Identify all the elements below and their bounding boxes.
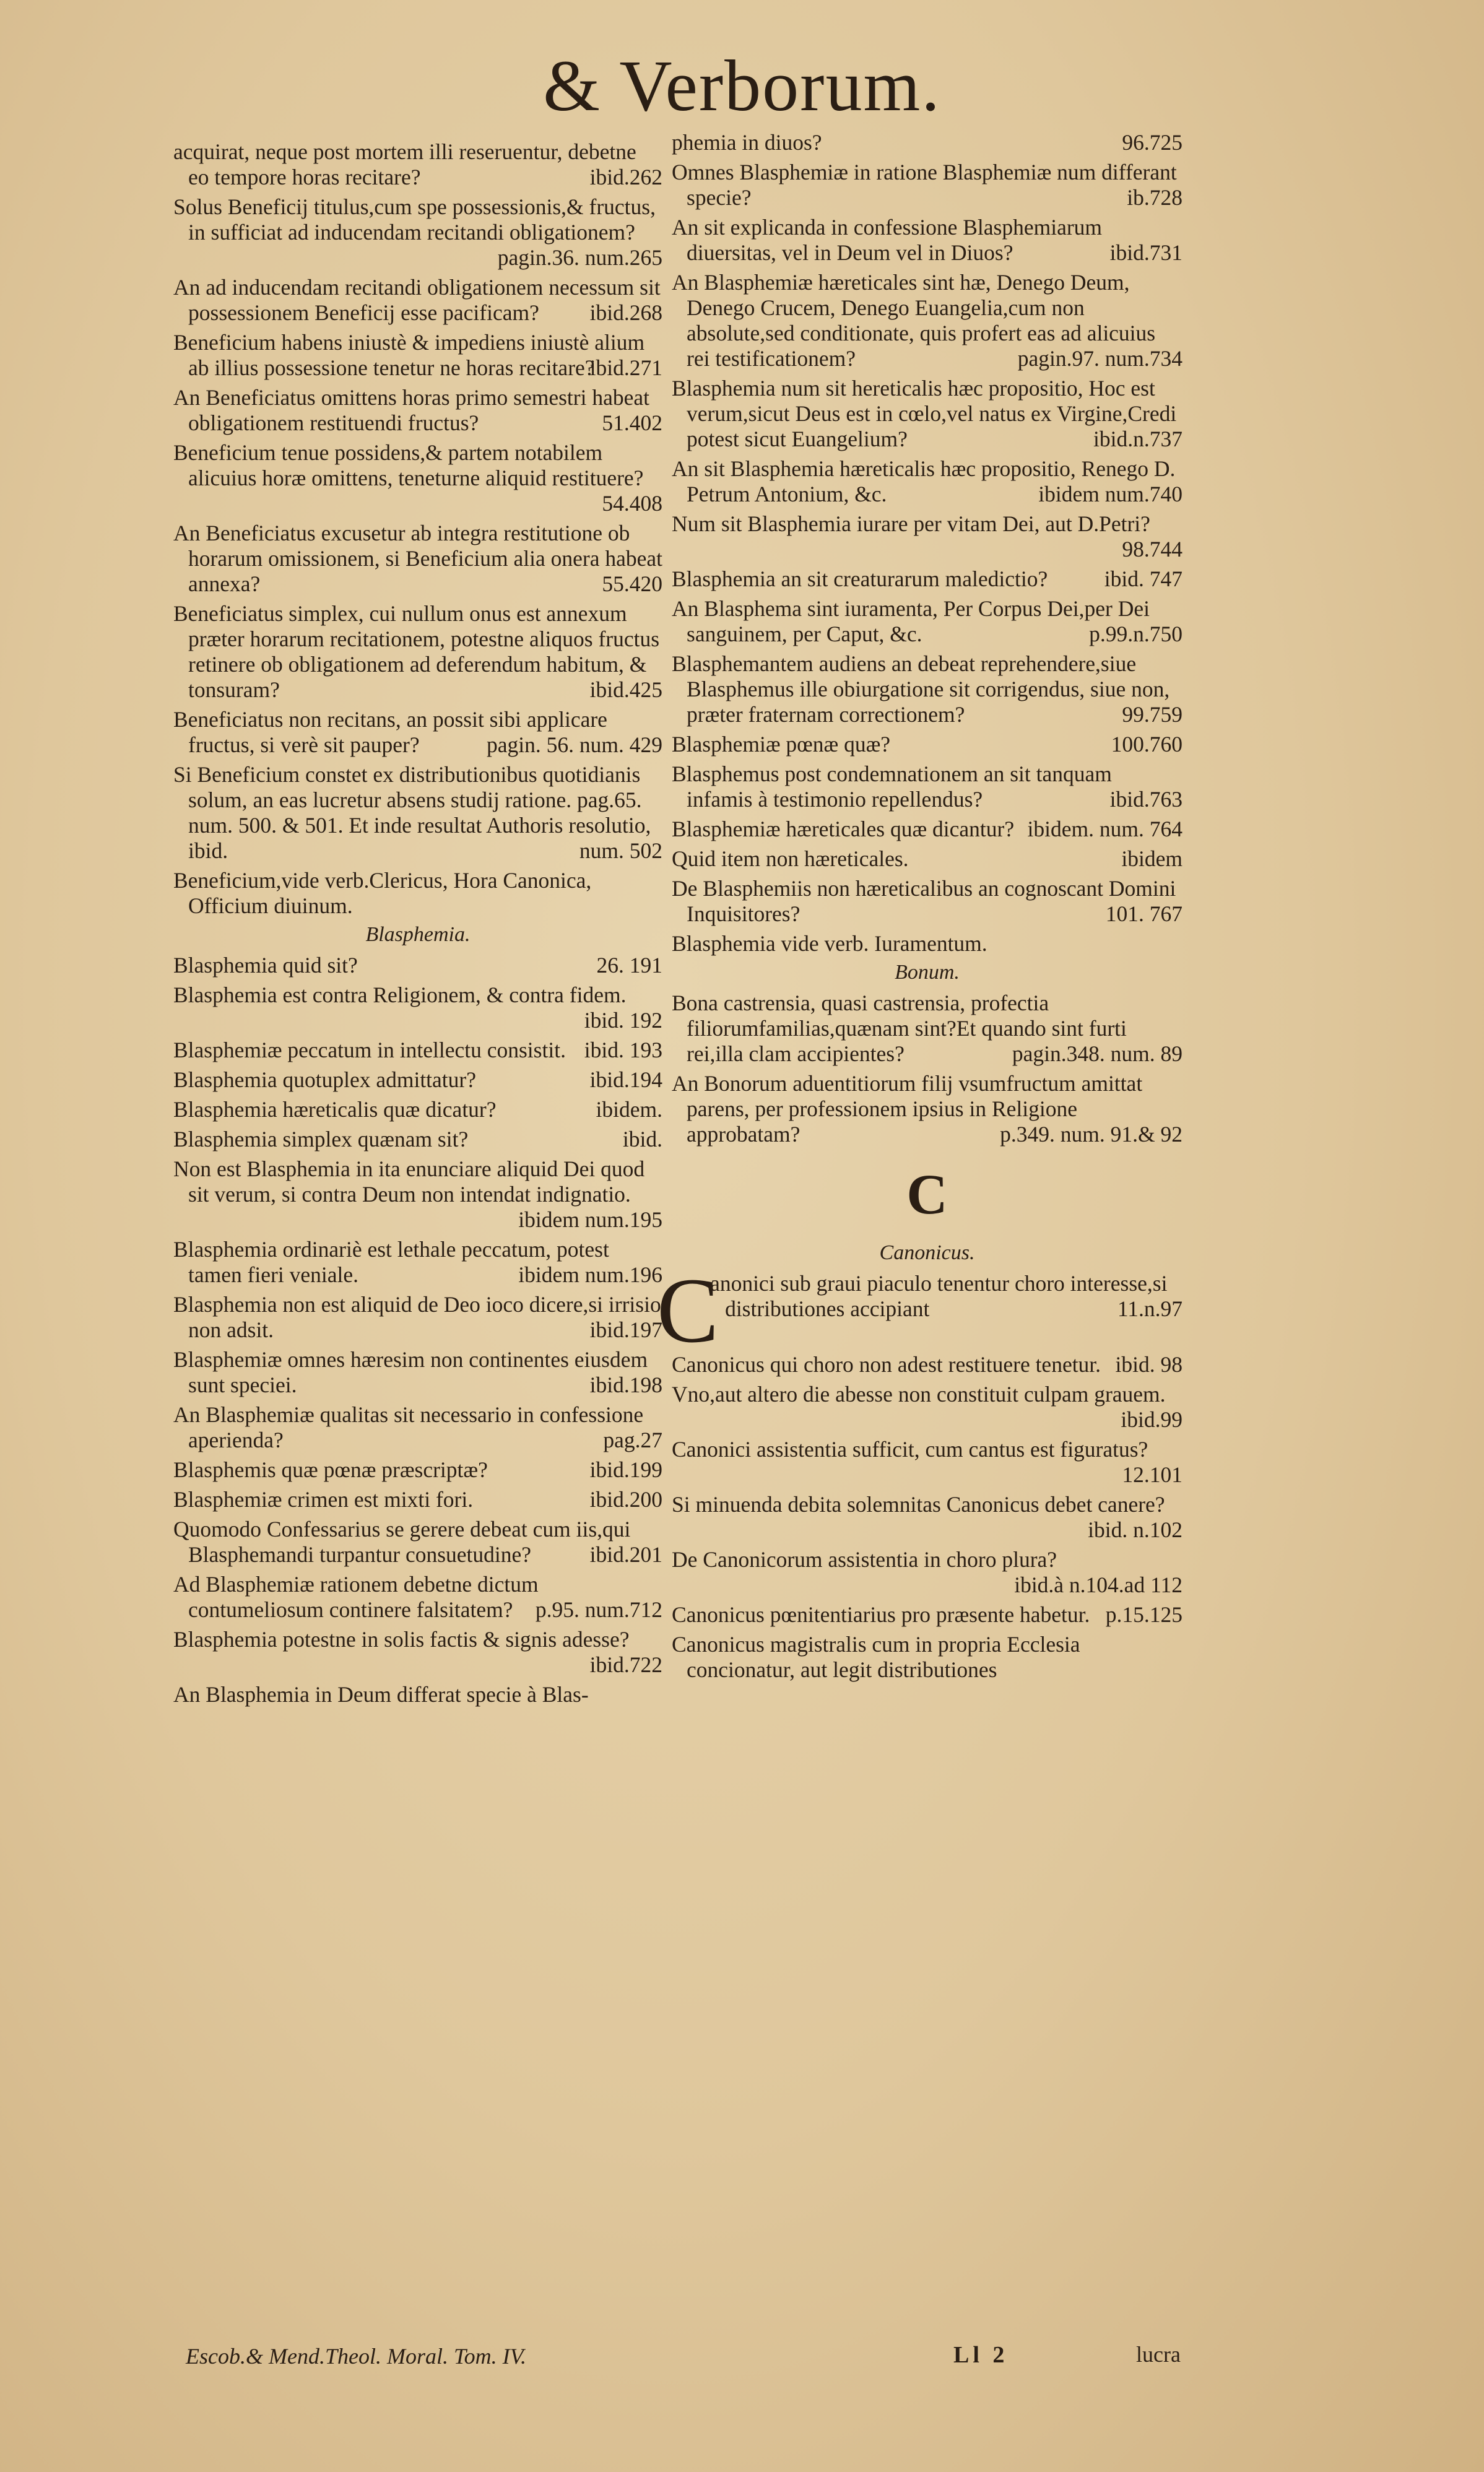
index-entry (173, 1572, 662, 1623)
entry-page-reference: ibid.425 (589, 677, 662, 702)
index-entry (173, 1038, 662, 1063)
entry-page-reference: 101. 767 (1105, 901, 1182, 926)
index-entry (672, 846, 1182, 872)
entry-page-reference: 98.744 (1122, 537, 1182, 562)
entry-page-reference: ibid.722 (589, 1652, 662, 1677)
entry-text: Canonici assistentia sufficit, cum cantus est figuratus? (672, 1437, 1148, 1462)
index-entry (173, 440, 662, 516)
index-entry (173, 982, 662, 1033)
index-entry (173, 194, 662, 271)
index-entry (173, 1097, 662, 1122)
index-entry (173, 330, 662, 381)
section-heading: Bonum. (895, 961, 960, 984)
entry-text: Blasphemantem audiens an debeat reprehendere,siue Blasphemus ille obiurgatione sit corrigendus, siue non, præter fraternam correctionem? (672, 651, 1170, 727)
entry-page-reference: ibid.200 (589, 1487, 662, 1512)
entry-page-reference: p.99.n.750 (1089, 622, 1182, 646)
entry-text: Beneficiatus simplex, cui nullum onus est annexum præter horarum recitationem, potestne aliquos fructus retinere ob obligationem ad deferendum habitum, & tonsuram? (173, 601, 660, 702)
entry-page-reference: 100.760 (1111, 732, 1182, 757)
index-entry (672, 130, 1182, 155)
entry-text: Beneficium habens iniustè & impediens iniustè alium ab illius possessione tenetur ne horas recitare? (173, 330, 645, 380)
entry-page-reference: ibid. 193 (584, 1038, 662, 1062)
entry-page-reference: ibid.763 (1109, 787, 1182, 812)
entry-page-reference: 51.402 (602, 410, 662, 435)
entry-text: An ad inducendam recitandi obligationem necessum sit possessionem Beneficij esse pacificam? (173, 275, 661, 325)
entry-page-reference: ibid.201 (589, 1542, 662, 1567)
entry-text: Blasphemia potestne in solis factis & signis adesse? (173, 1627, 630, 1652)
entry-text: Blasphemia simplex quænam sit? (173, 1127, 469, 1151)
entry-text: An sit Blasphemia hæreticalis hæc propositio, Renego D. Petrum Antonium, &c. (672, 456, 1176, 506)
entry-page-reference: ibid. 747 (1104, 566, 1182, 591)
entry-text: Solus Beneficij titulus,cum spe possessionis,& fructus, in sufficiat ad inducendam recitandi obligationem? (173, 194, 656, 245)
right-column (657, 130, 1182, 1687)
entry-page-reference: ibid.à n.104.ad 112 (1014, 1572, 1182, 1597)
index-entry (672, 1632, 1182, 1683)
index-entry (173, 1627, 662, 1678)
index-entry (173, 1682, 662, 1707)
entry-page-reference: ib.728 (1127, 185, 1182, 210)
entry-page-reference: ibidem num.196 (518, 1262, 662, 1287)
entry-page-reference: ibidem num.195 (518, 1207, 662, 1232)
entry-text: An Bonorum aduentitiorum filij vsumfructum amittat parens, per professionem ipsius in Religione approbatam? (672, 1071, 1143, 1147)
entry-page-reference: ibidem. (596, 1097, 662, 1122)
entry-text: Bona castrensia, quasi castrensia, profectia filiorumfamilias,quænam sint?Et quando sint furti rei,illa clam accipientes? (672, 991, 1127, 1066)
entry-page-reference: 54.408 (602, 491, 662, 516)
entry-text: Quomodo Confessarius se gerere debeat cum iis,qui Blasphemandi turpantur consuetudine? (173, 1517, 631, 1567)
index-entry (173, 601, 662, 703)
index-entry (672, 1492, 1182, 1543)
index-entry (672, 566, 1182, 592)
index-entry (173, 385, 662, 436)
entry-text: Blasphemia an sit creaturarum maledictio? (672, 566, 1048, 591)
entry-page-reference: p.95. num.712 (535, 1597, 662, 1622)
index-entry (173, 1067, 662, 1093)
entry-text: An Beneficiatus omittens horas primo semestri habeat obligationem restituendi fructus? (173, 385, 649, 435)
entry-page-reference: 26. 191 (596, 953, 662, 978)
entry-page-reference: ibid.198 (589, 1373, 662, 1397)
entry-text: Blasphemus post condemnationem an sit tanquam infamis à testimonio repellendus? (672, 761, 1112, 812)
index-entry (173, 1487, 662, 1512)
index-entry (657, 1259, 1182, 1362)
entry-text: Si minuenda debita solemnitas Canonicus debet canere? (672, 1492, 1165, 1517)
entry-text: Blasphemiæ crimen est mixti fori. (173, 1487, 474, 1512)
entry-text: Canonici sub graui piaculo tenentur choro interesse,si distributiones accipiant (657, 1259, 1168, 1362)
entry-page-reference: ibid. n.102 (1088, 1517, 1182, 1542)
entry-text: Canonicus pœnitentiarius pro præsente habetur. (672, 1602, 1090, 1627)
entry-text: Ad Blasphemiæ rationem debetne dictum contumeliosum continere falsitatem? (173, 1572, 539, 1622)
index-entry (672, 1547, 1182, 1598)
index-entry (173, 1517, 662, 1568)
entry-text: Beneficium tenue possidens,& partem notabilem alicuius horæ omittens, teneturne aliquid restituere? (173, 440, 644, 490)
entry-page-reference: ibid.199 (589, 1457, 662, 1482)
entry-text: acquirat, neque post mortem illi reseruentur, debetne eo tempore horas recitare? (173, 139, 636, 189)
footer-reference: Escob.& Mend.Theol. Moral. Tom. IV. (186, 2344, 527, 2369)
index-entry (672, 160, 1182, 210)
index-entry (672, 651, 1182, 727)
entry-text: Num sit Blasphemia iurare per vitam Dei, aut D.Petri? (672, 511, 1150, 536)
entry-page-reference: 96.725 (1122, 130, 1182, 155)
entry-text: Beneficium,vide verb.Clericus, Hora Canonica, Officium diuinum. (173, 868, 592, 918)
entry-text: Blasphemia quotuplex admittatur? (173, 1067, 476, 1092)
index-entry (672, 931, 1182, 956)
left-column (173, 139, 662, 1712)
entry-page-reference: pagin.348. num. 89 (1012, 1041, 1182, 1066)
section-letter: C (906, 1163, 948, 1226)
section-heading: Blasphemia. (365, 923, 471, 946)
index-entry (672, 376, 1182, 452)
index-entry (672, 1602, 1182, 1628)
index-entry (672, 1352, 1182, 1377)
entry-page-reference: ibid. 98 (1115, 1352, 1182, 1377)
index-entry (672, 596, 1182, 647)
entry-text: An Blasphema sint iuramenta, Per Corpus Dei,per Dei sanguinem, per Caput, &c. (672, 596, 1150, 646)
entry-text: Blasphemiæ peccatum in intellectu consistit. (173, 1038, 566, 1062)
entry-page-reference: 99.759 (1122, 702, 1182, 727)
index-entry (173, 762, 662, 864)
index-entry (173, 953, 662, 978)
index-entry (672, 732, 1182, 757)
entry-text: Canonicus qui choro non adest restituere tenetur. (672, 1352, 1101, 1377)
index-entry (672, 876, 1182, 927)
entry-text: Blasphemia vide verb. Iuramentum. (672, 931, 987, 956)
index-entry (173, 1457, 662, 1483)
entry-page-reference: pagin.97. num.734 (1017, 346, 1182, 371)
index-entry (672, 1382, 1182, 1433)
entry-text: An Beneficiatus excusetur ab integra restitutione ob horarum omissionem, si Beneficium alia onera habeat annexa? (173, 521, 662, 596)
entry-text: Blasphemiæ pœnæ quæ? (672, 732, 891, 757)
entry-text: Blasphemiæ omnes hæresim non continentes eiusdem sunt speciei. (173, 1347, 648, 1397)
index-entry (672, 456, 1182, 507)
entry-text: phemia in diuos? (672, 130, 822, 155)
entry-text: Non est Blasphemia in ita enunciare aliquid Dei quod sit verum, si contra Deum non intendat indignatio. (173, 1156, 645, 1207)
entry-text: Blasphemia non est aliquid de Deo ioco dicere,si irrisio non adsit. (173, 1292, 661, 1342)
index-entry (672, 270, 1182, 371)
page-header: & Verborum. (543, 45, 941, 126)
entry-page-reference: ibidem. num. 764 (1027, 817, 1182, 841)
entry-page-reference: ibidem num.740 (1038, 482, 1182, 506)
entry-page-reference: ibid.197 (589, 1317, 662, 1342)
entry-page-reference: num. 502 (579, 838, 662, 863)
index-entry (173, 1237, 662, 1288)
entry-page-reference: pag.27 (603, 1428, 662, 1452)
signature-mark: Ll 2 (953, 2342, 1009, 2368)
entry-text: An Blasphemiæ hæreticales sint hæ, Denego Deum, Denego Crucem, Denego Euangelia,cum non absolute,sed conditionate, quis profert eas ad alicuius rei testificationem? (672, 270, 1156, 371)
index-entry (672, 1071, 1182, 1147)
entry-text: An Blasphemia in Deum differat specie à Blas- (173, 1682, 589, 1707)
entry-text: Blasphemia quid sit? (173, 953, 358, 978)
index-entry (672, 817, 1182, 842)
index-entry (173, 868, 662, 919)
entry-text: De Blasphemiis non hæreticalibus an cognoscant Domini Inquisitores? (672, 876, 1176, 926)
entry-page-reference: 55.420 (602, 571, 662, 596)
index-entry (672, 511, 1182, 562)
entry-text: Omnes Blasphemiæ in ratione Blasphemiæ num differant specie? (672, 160, 1177, 210)
entry-text: An sit explicanda in confessione Blasphemiarum diuersitas, vel in Deum vel in Diuos? (672, 215, 1103, 265)
entry-text: Canonicus magistralis cum in propria Ecclesia concionatur, aut legit distributiones (672, 1632, 1080, 1682)
index-entry (173, 1127, 662, 1152)
entry-page-reference: pagin. 56. num. 429 (487, 732, 662, 757)
entry-text: Quid item non hæreticales. (672, 846, 909, 871)
entry-text: Blasphemia hæreticalis quæ dicatur? (173, 1097, 497, 1122)
index-entry (672, 215, 1182, 266)
index-entry (672, 991, 1182, 1067)
index-entry (173, 1156, 662, 1233)
entry-text: Beneficiatus non recitans, an possit sibi applicare fructus, si verè sit pauper? (173, 707, 607, 757)
index-entry (173, 1347, 662, 1398)
entry-page-reference: 11.n.97 (1117, 1296, 1182, 1321)
entry-page-reference: ibid. 192 (584, 1008, 662, 1033)
entry-page-reference: pagin.36. num.265 (497, 245, 662, 270)
index-entry (173, 275, 662, 326)
index-entry (672, 1437, 1182, 1488)
entry-text: De Canonicorum assistentia in choro plura? (672, 1547, 1057, 1572)
index-entry (173, 521, 662, 597)
entry-text: Si Beneficium constet ex distributionibus quotidianis solum, an eas lucretur absens studij ratione. pag.65. num. 500. & 501. Et inde resultat Authoris resolutio, ibid. (173, 762, 651, 863)
entry-page-reference: ibid.262 (589, 165, 662, 189)
section-heading: Canonicus. (879, 1241, 975, 1264)
entry-page-reference: ibid.268 (589, 300, 662, 325)
entry-page-reference: p.349. num. 91.& 92 (1000, 1122, 1182, 1147)
catchword: lucra (1136, 2342, 1181, 2367)
entry-page-reference: ibid.194 (589, 1067, 662, 1092)
index-entry (672, 761, 1182, 812)
entry-page-reference: ibid. (622, 1127, 662, 1151)
entry-text: Blasphemis quæ pœnæ præscriptæ? (173, 1457, 488, 1482)
entry-text: An Blasphemiæ qualitas sit necessario in confessione aperienda? (173, 1402, 644, 1452)
entry-text: Blasphemia num sit hereticalis hæc propositio, Hoc est verum,sicut Deus est in cœlo,vel natus ex Virgine,Credi potest sicut Euangelium? (672, 376, 1177, 451)
entry-page-reference: ibid.731 (1109, 240, 1182, 265)
index-entry (173, 1402, 662, 1453)
entry-page-reference: ibid.n.737 (1093, 427, 1182, 451)
entry-page-reference: p.15.125 (1105, 1602, 1182, 1627)
entry-text: Vno,aut altero die abesse non constituit culpam grauem. (672, 1382, 1166, 1407)
entry-text: Blasphemiæ hæreticales quæ dicantur? (672, 817, 1015, 841)
entry-page-reference: ibidem (1121, 846, 1182, 871)
index-entry (173, 707, 662, 758)
entry-text: Blasphemia ordinariè est lethale peccatum, potest tamen fieri veniale. (173, 1237, 609, 1287)
entry-page-reference: ibid.99 (1121, 1407, 1182, 1432)
entry-page-reference: ibid.271 (589, 355, 662, 380)
index-entry (173, 1292, 662, 1343)
index-entry (173, 139, 662, 190)
entry-page-reference: 12.101 (1122, 1462, 1182, 1487)
entry-text: Blasphemia est contra Religionem, & contra fidem. (173, 982, 627, 1007)
